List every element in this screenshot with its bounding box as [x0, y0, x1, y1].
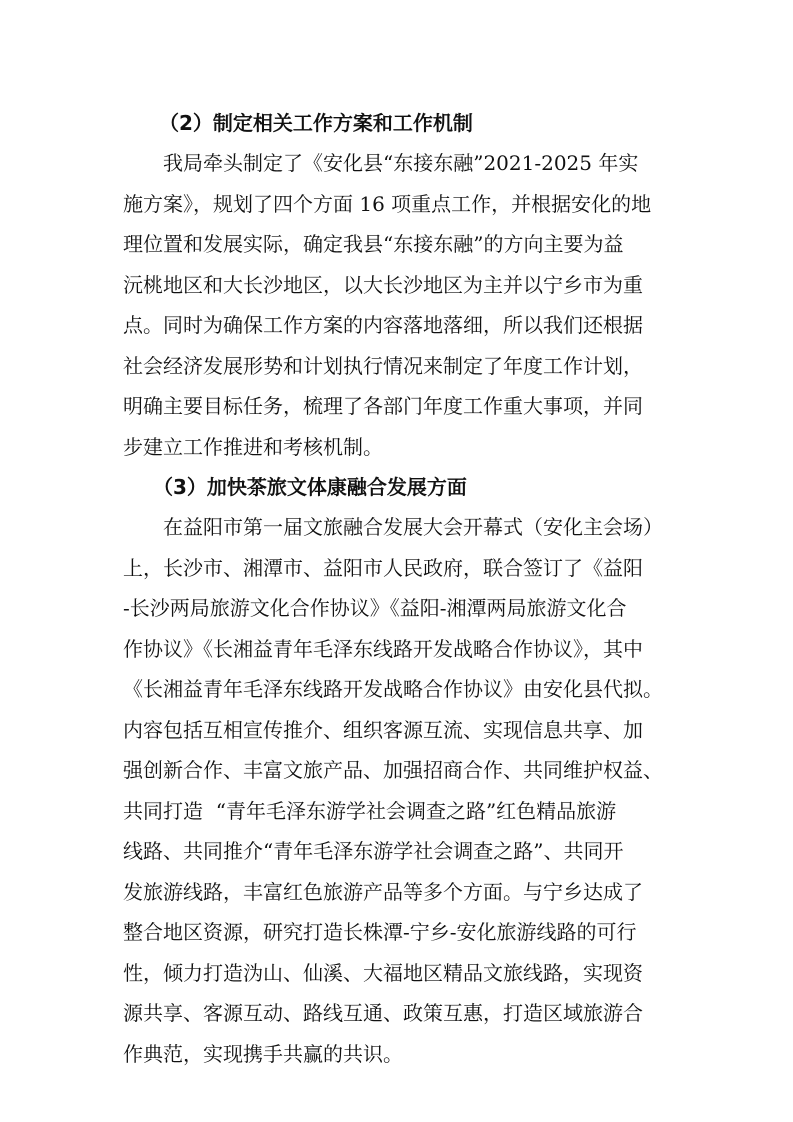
- paragraph-line: 点。同时为确保工作方案的内容落地落细，所以我们还根据: [123, 313, 643, 337]
- paragraph-line: 内容包括互相宣传推介、组织客源互流、实现信息共享、加: [123, 717, 643, 742]
- paragraph-line: 共同打造 “青年毛泽东游学社会调查之路”红色精品旅游: [123, 798, 617, 823]
- document-body: [123, 103, 685, 1074]
- paragraph-line: 作协议》《长湘益青年毛泽东线路开发战略合作协议》，其中: [123, 636, 643, 661]
- paragraph-line: 发旅游线路，丰富红色旅游产品等多个方面。与宁乡达成了: [123, 879, 643, 904]
- paragraph-line: 线路、共同推介“青年毛泽东游学社会调查之路”、共同开: [123, 839, 624, 863]
- section-heading-2: （2）制定相关工作方案和工作机制: [159, 111, 473, 135]
- paragraph-line: 我局牵头制定了《安化县“东接东融”2021-2025 年实: [163, 151, 639, 175]
- section-heading-3: （3）加快茶旅文体康融合发展方面: [153, 475, 467, 499]
- section-2-paragraph: [123, 143, 685, 467]
- paragraph-line: 明确主要目标任务，梳理了各部门年度工作重大事项，并同: [123, 394, 643, 418]
- paragraph-line: 理位置和发展实际，确定我县“东接东融”的方向主要为益: [123, 232, 624, 256]
- paragraph-line: -长沙两局旅游文化合作协议》《益阳-湘潭两局旅游文化合: [123, 596, 627, 620]
- paragraph-line: 作典范，实现携手共赢的共识。: [123, 1041, 403, 1066]
- paragraph-line: 整合地区资源，研究打造长株潭-宁乡-安化旅游线路的可行: [123, 920, 637, 944]
- section-3-paragraph: [123, 507, 685, 1074]
- paragraph-line: 上，长沙市、湘潭市、益阳市人民政府，联合签订了《益阳: [123, 555, 643, 580]
- paragraph-line: 《长湘益青年毛泽东线路开发战略合作协议》由安化县代拟。: [123, 677, 663, 701]
- paragraph-line: 施方案》，规划了四个方面 16 项重点工作，并根据安化的地: [123, 191, 652, 216]
- paragraph-line: 强创新合作、丰富文旅产品、加强招商合作、共同维护权益、: [123, 758, 663, 782]
- paragraph-line: 步建立工作推进和考核机制。: [123, 434, 383, 459]
- paragraph-line: 源共享、客源互动、路线互通、政策互惠，打造区域旅游合: [123, 1001, 643, 1025]
- paragraph-line: 沅桃地区和大长沙地区，以大长沙地区为主并以宁乡市为重: [123, 272, 643, 297]
- paragraph-line: 在益阳市第一届文旅融合发展大会开幕式（安化主会场）: [163, 515, 663, 539]
- paragraph-line: 性，倾力打造沩山、仙溪、大福地区精品文旅线路，实现资: [123, 960, 643, 985]
- paragraph-line: 社会经济发展形势和计划执行情况来制定了年度工作计划，: [123, 353, 643, 378]
